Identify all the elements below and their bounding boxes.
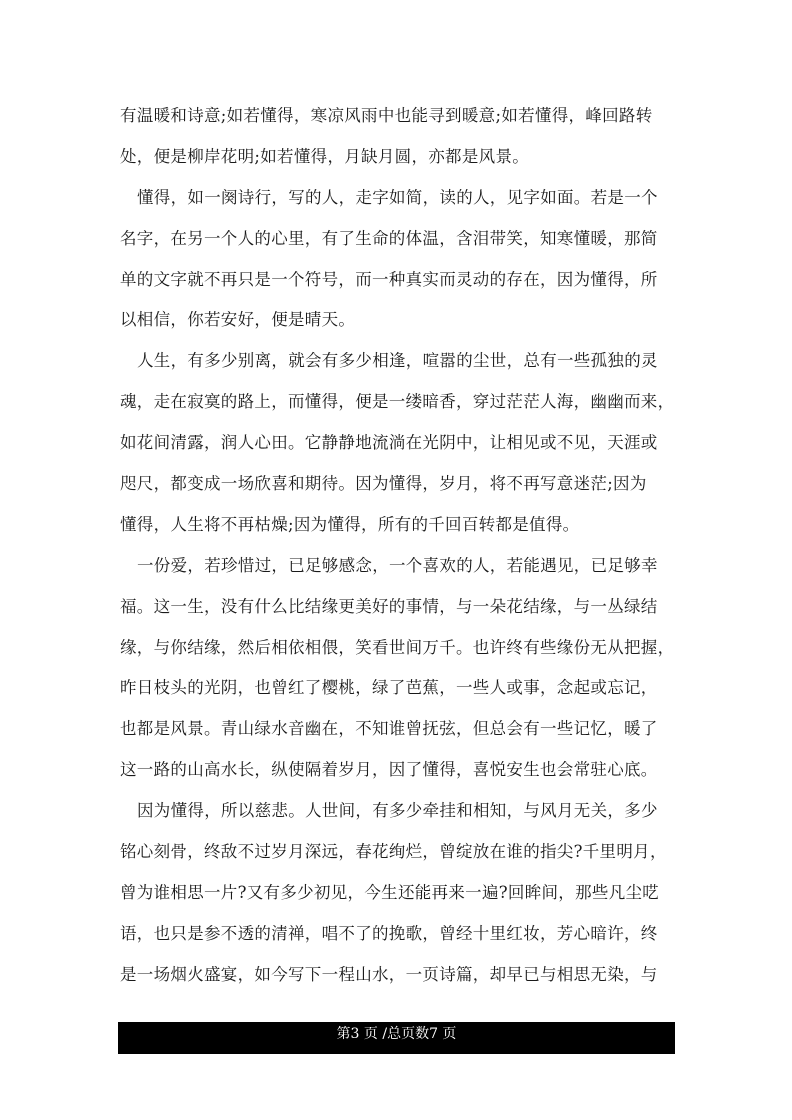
text-line: 也都是风景。青山绿水音幽在，不知谁曾抚弦，但总会有一些记忆，暖了: [120, 719, 658, 739]
text-line: 懂得，人生将不再枯燥;因为懂得，所有的千回百转都是值得。: [120, 514, 580, 534]
paragraph-start-line: 人生，有多少别离，就会有多少相逢，喧嚣的尘世，总有一些孤独的灵: [137, 351, 658, 371]
text-line: 单的文字就不再只是一个符号，而一种真实而灵动的存在，因为懂得，所: [120, 269, 658, 289]
text-line: 名字，在另一个人的心里，有了生命的体温，含泪带笑，知寒懂暖，那简: [120, 228, 658, 248]
text-line: 咫尺，都变成一场欣喜和期待。因为懂得，岁月，将不再写意迷茫;因为: [120, 474, 647, 494]
text-line: 以相信，你若安好，便是晴天。: [120, 310, 356, 330]
text-line: 昨日枝头的光阴，也曾红了樱桃，绿了芭蕉，一些人或事，念起或忘记，: [120, 678, 658, 698]
paragraph-start-line: 一份爱，若珍惜过，已足够感念，一个喜欢的人，若能遇见，已足够幸: [137, 555, 658, 575]
text-line: 铭心刻骨，终敌不过岁月深远，春花绚烂，曾绽放在谁的指尖?千里明月，: [120, 842, 667, 862]
text-line: 福。这一生，没有什么比结缘更美好的事情，与一朵花结缘，与一丛绿结: [120, 596, 658, 616]
page-number: 第3 页 /总页数7 页: [336, 1026, 457, 1042]
body-text: [120, 96, 676, 996]
text-line: 魂，走在寂寞的路上，而懂得，便是一缕暗香，穿过茫茫人海，幽幽而来，: [120, 392, 675, 412]
text-line: 处，便是柳岸花明;如若懂得，月缺月圆，亦都是风景。: [120, 146, 530, 166]
page-footer: [118, 1022, 675, 1054]
paragraph-start-line: 懂得，如一阕诗行，写的人，走字如简，读的人，见字如面。若是一个: [137, 187, 658, 207]
text-line: 如花间清露，润人心田。它静静地流淌在光阴中，让相见或不见，天涯或: [120, 433, 658, 453]
text-line: 是一场烟火盛宴，如今写下一程山水，一页诗篇，却早已与相思无染，与: [120, 964, 658, 984]
text-line: 缘，与你结缘，然后相依相偎，笑看世间万千。也许终有些缘份无从把握，: [120, 637, 675, 657]
text-line: 这一路的山高水长，纵使隔着岁月，因了懂得，喜悦安生也会常驻心底。: [120, 760, 658, 780]
text-line: 有温暖和诗意;如若懂得，寒凉风雨中也能寻到暖意;如若懂得，峰回路转: [120, 106, 653, 125]
text-line: 曾为谁相思一片?又有多少初见，今生还能再来一遍?回眸间，那些凡尘呓: [120, 882, 660, 902]
text-line: 语，也只是参不透的清禅，唱不了的挽歌，曾经十里红妆，芳心暗许，终: [120, 923, 658, 943]
paragraph-start-line: 因为懂得，所以慈悲。人世间，有多少牵挂和相知，与风月无关，多少: [137, 801, 658, 821]
